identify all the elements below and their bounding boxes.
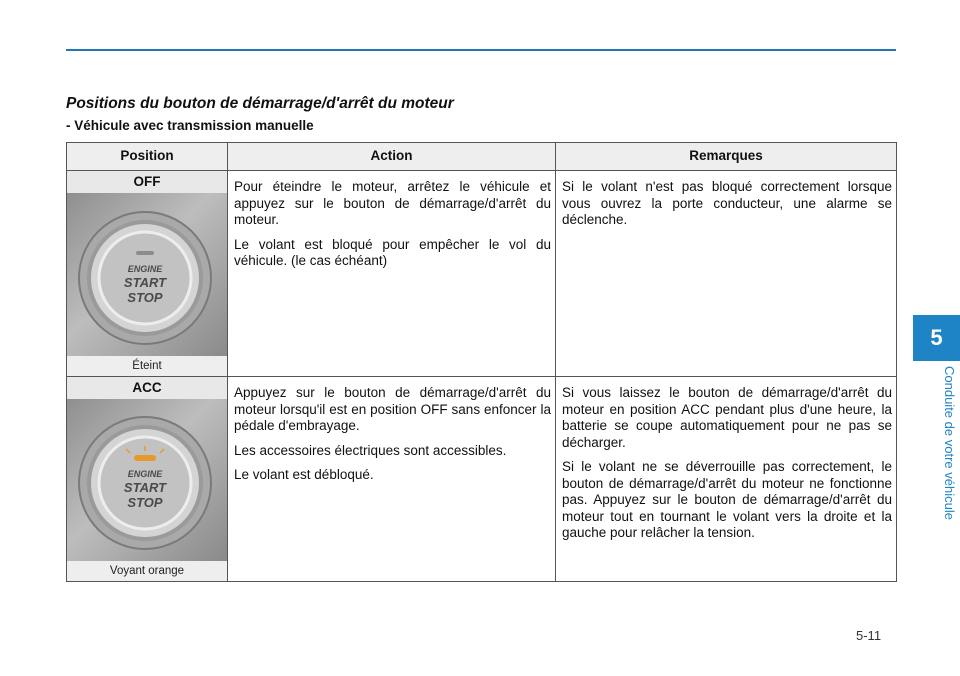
button-text-stop: STOP — [127, 495, 163, 510]
section-subtitle: - Véhicule avec transmission manuelle — [66, 118, 314, 133]
chapter-title: Conduite de votre véhicule — [942, 366, 957, 520]
remarks-cell — [556, 377, 897, 582]
header-remarks: Remarques — [556, 143, 897, 171]
position-label: ACC — [67, 377, 227, 399]
action-paragraph: Pour éteindre le moteur, arrêtez le véhicule et appuyez sur le bouton de démarrage/d'arrêt du moteur. — [234, 179, 551, 227]
indicator-lamp — [136, 251, 154, 255]
remarks-paragraph: Si le volant n'est pas bloqué correctement lorsque vous ouvrez la porte conducteur, une alarme se déclenche. — [562, 179, 892, 227]
action-paragraph: Le volant est débloqué. — [234, 467, 374, 482]
position-caption: Éteint — [67, 356, 227, 376]
engine-button-image-off — [67, 193, 227, 356]
remarks-cell — [556, 171, 897, 377]
remarks-paragraph: Si le volant ne se déverrouille pas correctement, le bouton de démarrage/d'arrêt du moteur ne fonctionne pas. Appuyez sur le bouton de démarrage/d'arrêt du moteur tout en tournant le volant vers la droite et la gauche pour relâcher la tension. — [562, 459, 892, 540]
engine-button-image-acc — [67, 399, 227, 561]
remarks-paragraph: Si vous laissez le bouton de démarrage/d'arrêt du moteur en position ACC pendant plus d'une heure, la batterie se coupe automatiquement pour ne pas se décharger. — [562, 385, 892, 450]
action-paragraph: Les accessoires électriques sont accessibles. — [234, 442, 507, 458]
chapter-tab — [913, 315, 960, 361]
button-text-start: START — [123, 274, 167, 290]
header-position: Position — [67, 143, 228, 171]
positions-table — [66, 142, 897, 582]
action-paragraph: Le volant est bloqué pour empêcher le vol du véhicule. (le cas échéant) — [234, 236, 551, 268]
position-caption: Voyant orange — [67, 561, 227, 581]
button-text-engine: ENGINE — [127, 263, 163, 274]
table-row — [67, 377, 897, 582]
button-text-stop: STOP — [127, 289, 163, 305]
section-title: Positions du bouton de démarrage/d'arrêt du moteur — [66, 95, 454, 112]
action-cell — [228, 171, 556, 377]
table-row — [67, 171, 897, 377]
header-action: Action — [228, 143, 556, 171]
engine-start-stop-button-icon — [72, 409, 222, 551]
indicator-lamp — [134, 455, 156, 461]
chapter-number: 5 — [930, 325, 943, 350]
action-cell — [228, 377, 556, 582]
header-rule — [66, 49, 896, 51]
table-header-row — [67, 143, 897, 171]
action-paragraph: Appuyez sur le bouton de démarrage/d'arrêt du moteur lorsqu'il est en position OFF sans enfoncer la pédale d'embrayage. — [234, 385, 551, 433]
button-text-engine: ENGINE — [127, 469, 163, 479]
page-number: 5-11 — [856, 628, 882, 643]
button-text-start: START — [123, 480, 167, 495]
position-label: OFF — [67, 171, 227, 193]
position-cell — [67, 377, 228, 582]
engine-start-stop-button-icon — [72, 204, 222, 346]
position-cell — [67, 171, 228, 377]
